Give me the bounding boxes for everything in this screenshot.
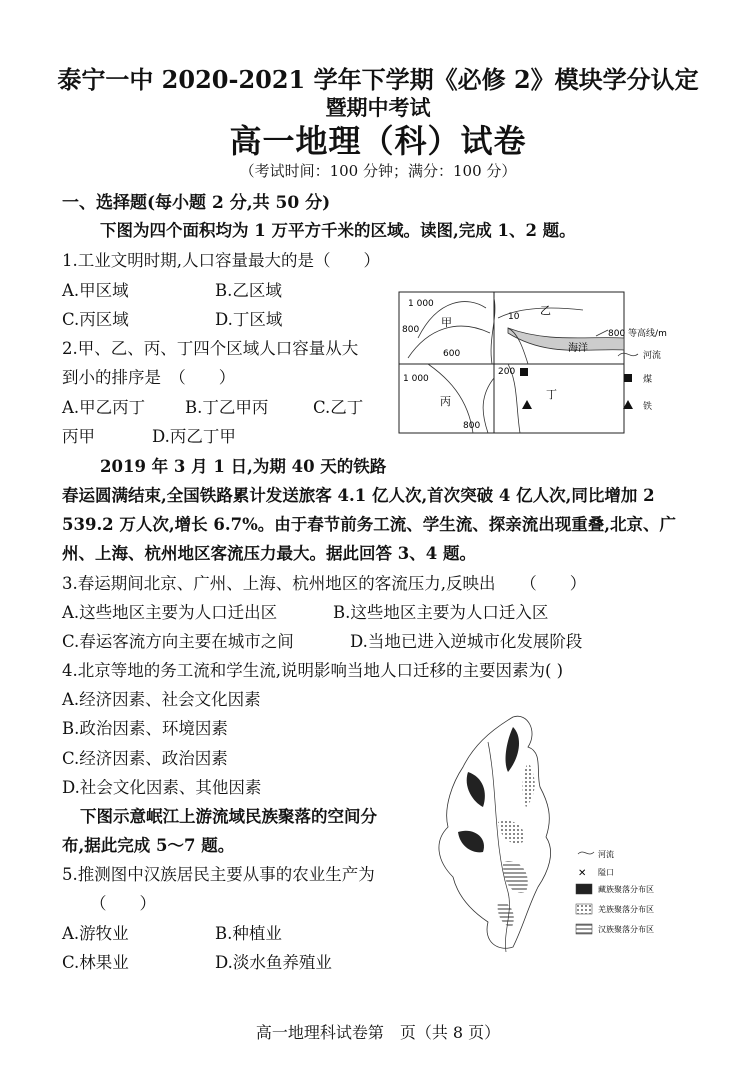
exam-info: （考试时间：100 分钟；满分：100 分） <box>239 162 517 180</box>
contour-label: 1 000 <box>403 374 429 384</box>
q2-option-b[interactable]: B.丁乙甲丙 <box>185 398 269 417</box>
q1-stem: 1.工业文明时期,人口容量最大的是（ ） <box>62 251 380 270</box>
q5-option-a[interactable]: A.游牧业 <box>62 924 129 943</box>
q2-option-c-cont: 丙甲 <box>62 427 95 446</box>
legend-coal: 煤 <box>643 375 653 385</box>
legend-river-swatch <box>618 353 638 356</box>
q5-option-d[interactable]: D.淡水鱼养殖业 <box>215 953 332 972</box>
legend-contour-swatch <box>596 330 608 336</box>
q1-option-d[interactable]: D.丁区域 <box>215 310 283 329</box>
pass-icon: ✕ <box>578 868 587 879</box>
intro-3-line2: 布,据此完成 5～7 题。 <box>62 836 235 855</box>
exam-title-line2: 暨期中考试 <box>325 95 431 120</box>
map-label-jia: 甲 <box>441 316 452 329</box>
q5-stem: 5.推测图中汉族居民主要从事的农业生产为 <box>62 865 375 884</box>
q2-stem-line2: 到小的排序是 （ ） <box>62 368 236 387</box>
q3-option-c[interactable]: C.春运客流方向主要在城市之间 <box>62 632 294 651</box>
exam-title-line1: 泰宁一中 2020-2021 学年下学期《必修 2》模块学分认定 <box>57 65 699 94</box>
contour-line <box>483 378 494 433</box>
minjiang-settlement-map <box>428 712 658 962</box>
q5-paren: （ ） <box>90 894 156 913</box>
q1-option-b[interactable]: B.乙区域 <box>215 281 282 300</box>
q2-option-c[interactable]: C.乙丁 <box>313 398 364 417</box>
contour-label: 200 <box>498 367 516 377</box>
q2-stem-line1: 2.甲、乙、丙、丁四个区域人口容量从大 <box>62 339 359 358</box>
legend-river-swatch <box>578 852 594 854</box>
legend-iron: 铁 <box>643 402 653 412</box>
legend-qiang: 羌族聚落分布区 <box>598 905 654 914</box>
legend-river: 河流 <box>598 850 614 859</box>
legend-han-swatch <box>576 924 592 934</box>
legend-tibetan-swatch <box>576 884 592 894</box>
iron-symbol <box>522 400 532 409</box>
intro-2-line3: 539.2 万人次,增长 6.7%。由于春节前务工流、学生流、探亲流出现重叠,北京、广 <box>62 515 677 534</box>
map-label-sea: 海洋 <box>568 343 588 354</box>
q4-option-c[interactable]: C.经济因素、政治因素 <box>62 749 228 768</box>
map-label-yi: 乙 <box>540 304 551 317</box>
q3-option-d[interactable]: D.当地已进入逆城市化发展阶段 <box>350 632 583 651</box>
q2-option-a[interactable]: A.甲乙丙丁 <box>62 398 146 417</box>
contour-label: 600 <box>443 349 461 359</box>
intro-2-line4: 州、上海、杭州地区客流压力最大。据此回答 3、4 题。 <box>62 544 476 563</box>
q3-option-b[interactable]: B.这些地区主要为人口迁入区 <box>333 603 549 622</box>
q2-option-d[interactable]: D.丙乙丁甲 <box>152 427 236 446</box>
basin-outline <box>439 716 551 948</box>
legend-han: 汉族聚落分布区 <box>598 925 654 934</box>
q4-option-b[interactable]: B.政治因素、环境因素 <box>62 719 228 738</box>
q1-option-a[interactable]: A.甲区域 <box>62 281 129 300</box>
q4-option-a[interactable]: A.经济因素、社会文化因素 <box>62 690 261 709</box>
legend-tibetan: 藏族聚落分布区 <box>598 885 654 894</box>
intro-1: 下图为四个面积均为 1 万平方千米的区域。读图,完成 1、2 题。 <box>100 221 576 240</box>
q4-option-d[interactable]: D.社会文化因素、其他因素 <box>62 778 262 797</box>
contour-label: 1 000 <box>408 299 434 309</box>
section-heading: 一、选择题(每小题 2 分,共 50 分) <box>62 193 331 213</box>
map-label-ding: 丁 <box>546 388 557 401</box>
legend-river: 河流 <box>643 351 662 361</box>
legend-contour: 800 等高线/m <box>608 329 667 339</box>
q4-stem: 4.北京等地的务工流和学生流,说明影响当地人口迁移的主要因素为( ) <box>62 661 564 680</box>
intro-3-line1: 下图示意岷江上游流域民族聚落的空间分 <box>80 807 377 826</box>
contour-label: 10 <box>508 312 520 322</box>
exam-title-main: 高一地理（科）试卷 <box>229 122 527 160</box>
intro-2-line1: 2019 年 3 月 1 日,为期 40 天的铁路 <box>100 457 387 476</box>
page-footer: 高一地理科试卷第 页（共 8 页） <box>255 1023 501 1042</box>
contour-label: 800 <box>463 421 481 431</box>
map-label-bing: 丙 <box>440 395 451 408</box>
legend-qiang-swatch <box>576 904 592 914</box>
legend-coal-swatch <box>624 374 632 382</box>
region-contour-map <box>398 288 718 438</box>
legend-pass: 隘口 <box>598 868 614 877</box>
contour-label: 800 <box>402 325 420 335</box>
q5-option-c[interactable]: C.林果业 <box>62 953 129 972</box>
q1-option-c[interactable]: C.丙区域 <box>62 310 129 329</box>
q3-stem: 3.春运期间北京、广州、上海、杭州地区的客流压力,反映出 （ ） <box>62 574 587 593</box>
coal-symbol <box>520 368 528 376</box>
q5-option-b[interactable]: B.种植业 <box>215 924 282 943</box>
q3-option-a[interactable]: A.这些地区主要为人口迁出区 <box>62 603 278 622</box>
intro-2-line2: 春运圆满结束,全国铁路累计发送旅客 4.1 亿人次,首次突破 4 亿人次,同比增加 2 <box>62 486 655 505</box>
sea-band <box>508 328 624 350</box>
